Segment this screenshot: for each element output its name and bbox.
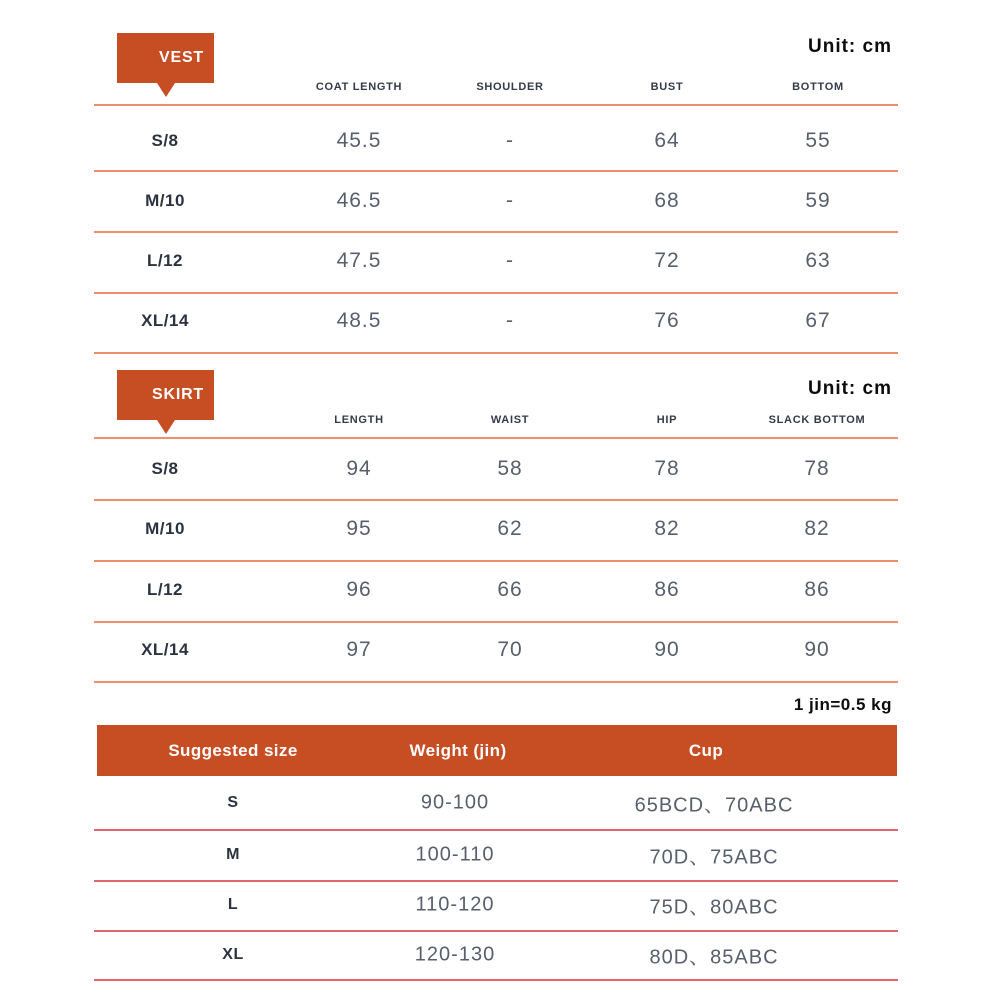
divider — [94, 880, 898, 882]
value-cell: 110-120 — [415, 893, 495, 916]
value-cell: 65BCD、70ABC — [634, 794, 794, 817]
vest-column-header-coat-length: COAT LENGTH — [315, 81, 403, 93]
skirt-badge-label: SKIRT — [152, 386, 204, 403]
size-cell: XL/14 — [141, 640, 189, 659]
value-cell: 64 — [654, 129, 680, 152]
value-cell: 94 — [346, 457, 372, 480]
size-cell: XL/14 — [141, 311, 189, 330]
divider — [94, 829, 898, 831]
size-cell: S/8 — [151, 459, 179, 478]
divider — [94, 292, 898, 294]
vest-unit-note: Unit: cm — [808, 36, 892, 57]
value-cell: 90 — [654, 638, 680, 661]
divider — [94, 499, 898, 501]
value-cell: 82 — [654, 517, 680, 540]
suggestion-column-header-cup: Cup — [688, 741, 724, 760]
size-cell: L/12 — [146, 580, 184, 599]
vest-column-header-bottom: BOTTOM — [792, 81, 844, 93]
value-cell: 80D、85ABC — [649, 946, 779, 969]
value-cell: - — [506, 189, 514, 212]
value-cell: 100-110 — [415, 843, 495, 866]
divider — [94, 681, 898, 683]
value-cell: 45.5 — [336, 129, 382, 152]
size-cell: S/8 — [151, 131, 179, 150]
size-cell: L/12 — [146, 251, 184, 270]
skirt-unit-note: Unit: cm — [808, 378, 892, 399]
skirt-column-header-hip: HIP — [656, 414, 678, 426]
size-cell: L — [227, 896, 239, 913]
divider — [94, 621, 898, 623]
value-cell: 90-100 — [420, 791, 490, 814]
value-cell: 68 — [654, 189, 680, 212]
value-cell: 86 — [654, 578, 680, 601]
value-cell: 48.5 — [336, 309, 382, 332]
value-cell: 97 — [346, 638, 372, 661]
divider — [94, 352, 898, 354]
skirt-column-header-length: LENGTH — [334, 414, 384, 426]
divider — [94, 437, 898, 439]
value-cell: 82 — [804, 517, 830, 540]
value-cell: 47.5 — [336, 249, 382, 272]
size-cell: M/10 — [145, 191, 185, 210]
value-cell: 78 — [804, 457, 830, 480]
value-cell: 72 — [654, 249, 680, 272]
value-cell: 55 — [805, 129, 831, 152]
value-cell: - — [506, 249, 514, 272]
value-cell: 70D、75ABC — [649, 846, 779, 869]
vest-badge — [117, 33, 214, 83]
value-cell: 86 — [804, 578, 830, 601]
divider — [94, 104, 898, 106]
skirt-column-header-slack-bottom: SLACK BOTTOM — [768, 414, 866, 426]
size-cell: S — [227, 794, 239, 811]
value-cell: 78 — [654, 457, 680, 480]
value-cell: - — [506, 309, 514, 332]
value-cell: 46.5 — [336, 189, 382, 212]
size-cell: XL — [222, 946, 244, 963]
value-cell: 58 — [497, 457, 523, 480]
divider — [94, 979, 898, 981]
vest-column-header-shoulder: SHOULDER — [476, 81, 544, 93]
value-cell: 76 — [654, 309, 680, 332]
suggestion-column-header-size: Suggested size — [168, 741, 298, 760]
value-cell: 59 — [805, 189, 831, 212]
skirt-column-header-waist: WAIST — [490, 414, 530, 426]
value-cell: 66 — [497, 578, 523, 601]
skirt-badge — [117, 370, 214, 420]
value-cell: - — [506, 129, 514, 152]
jin-conversion-note: 1 jin=0.5 kg — [793, 695, 892, 714]
divider — [94, 231, 898, 233]
suggestion-column-header-weight: Weight (jin) — [409, 741, 507, 760]
vest-column-header-bust: BUST — [650, 81, 684, 93]
size-cell: M/10 — [145, 519, 185, 538]
value-cell: 95 — [346, 517, 372, 540]
value-cell: 120-130 — [414, 943, 496, 966]
divider — [94, 930, 898, 932]
divider — [94, 170, 898, 172]
value-cell: 63 — [805, 249, 831, 272]
value-cell: 75D、80ABC — [649, 896, 779, 919]
divider — [94, 560, 898, 562]
value-cell: 67 — [805, 309, 831, 332]
value-cell: 62 — [497, 517, 523, 540]
value-cell: 90 — [804, 638, 830, 661]
size-cell: M — [226, 846, 240, 863]
value-cell: 96 — [346, 578, 372, 601]
vest-badge-label: VEST — [159, 49, 204, 66]
value-cell: 70 — [497, 638, 523, 661]
